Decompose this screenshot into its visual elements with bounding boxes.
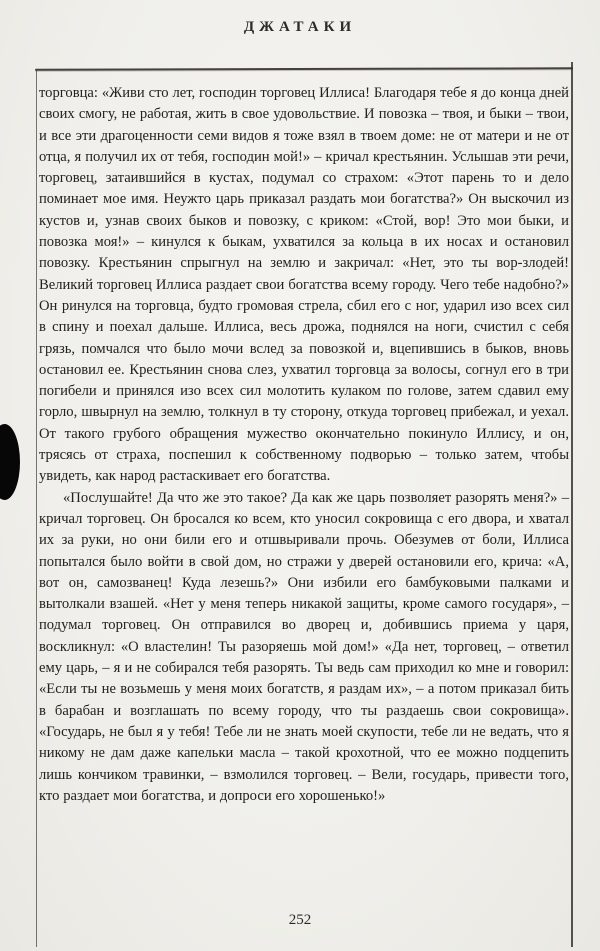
running-head xyxy=(0,18,600,36)
body-text xyxy=(39,83,569,807)
ink-blot xyxy=(0,424,20,500)
header-rule xyxy=(35,67,573,70)
page-header-title: ДЖАТАКИ xyxy=(243,19,357,35)
paragraph: торговца: «Живи сто лет, господин торговец Иллиса! Благодаря тебе я до конца дней своих смогу, не работая, жить в свое удовольствие. И повозка – твоя, и быки – твои, и все эти драгоценности семи видов я тоже взял в твоем доме: не от матери и не от отца, я получил их от тебя, господин мой!» – кричал крестьянин. Услышав эти речи, торговец, затаившийся в кустах, подумал со страхом: «Этот парень то и дело поминает мое имя. Неужто царь приказал раздать мои богатства?» Он выскочил из кустов и, узнав своих быков и повозку, с криком: «Стой, вор! Это мои быки, и повозка моя!» – кинулся к быкам, ухватился за кольца в их носах и остановил повозку. Крестьянин спрыгнул на землю и закричал: «Нет, это ты вор-злодей! Великий торговец Иллиса раздает свои богатства всему городу. Чего тебе надобно?» Он ринулся на торговца, будто громовая стрела, сбил его с ног, ударил изо всех сил в спину и поехал дальше. Иллиса, весь дрожа, поднялся на ноги, счистил с себя грязь, помчался что было мочи вслед за повозкой и, вцепившись в быков, вновь остановил ее. Крестьянин снова слез, ухватил торговца за волосы, согнул его в три погибели и принялся изо всех сил молотить кулаком по голове, затем сдавил ему горло, швырнул на землю, толкнул в ту сторону, откуда торговец прибежал, и уехал. От такого грубого обращения мужество окончательно покинуло Иллису, и он, трясясь от страха, поспешил к собственному подворью – только затем, чтобы увидеть, как народ растаскивает его богатства. xyxy=(39,85,569,485)
right-frame-line xyxy=(571,62,573,947)
paragraph: «Послушайте! Да что же это такое? Да как же царь позволяет разорять меня?» – кричал торговец. Он бросался ко всем, кто уносил сокровища с его двора, и хватал их за руки, но они били его и отшвыривали прочь. Обезумев от боли, Иллиса попытался было войти в свой дом, но стражи у дверей остановили его, крича: «А, вот он, самозванец! Куда лезешь?» Они избили его бамбуковыми палками и вытолкали взашей. «Нет у меня теперь никакой защиты, кроме самого государя», – подумал торговец. Он отправился во дворец и, добившись приема у царя, воскликнул: «О властелин! Ты разоряешь мой дом!» «Да нет, торговец, – ответил ему царь, – я и не собирался тебя разорять. Ты ведь сам приходил ко мне и говорил: «Если ты не возьмешь у меня моих богатств, я раздам их», – а потом приказал бить в барабан и возглашать по всему городу, что ты раздаешь свои сокровища». «Государь, не был я у тебя! Тебе ли не знать моей скупости, тебе ли не ведать, что я никому не дам даже капельки масла – такой крохотной, что ее можно подцепить лишь кончиком травинки, – взмолился торговец. – Вели, государь, привести того, кто раздает мои богатства, и допроси его хорошенько!» xyxy=(39,489,569,804)
left-frame-line xyxy=(36,70,37,947)
page-number: 252 xyxy=(288,912,312,928)
